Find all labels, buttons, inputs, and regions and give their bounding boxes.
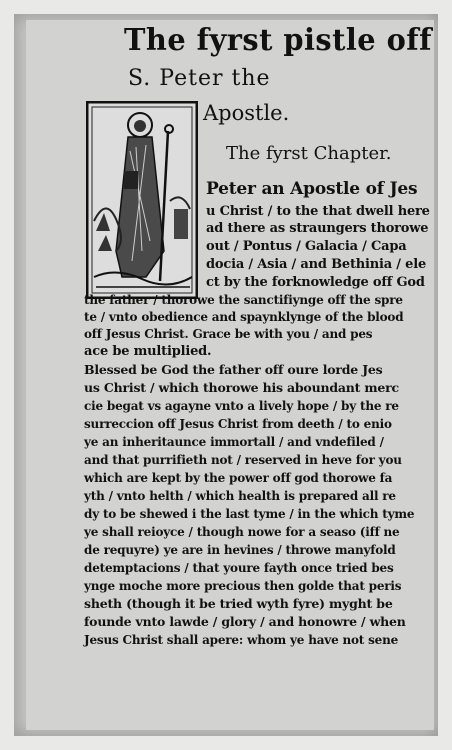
- text-line: Peter an Apostle of Jes: [206, 179, 418, 199]
- text-line: de requyre) ye are in hevines / throwe manyfold: [84, 543, 396, 557]
- text-line: ace be multiplied.: [84, 344, 212, 359]
- text-line: yth / vnto helth / which health is prepared all re: [84, 489, 396, 503]
- text-line: dy to be shewed i the last tyme / in the which tyme: [84, 507, 415, 521]
- text-line: te / vnto obedience and spaynklynge of the blood: [84, 310, 404, 324]
- text-line: ad there as straungers thorowe: [206, 221, 429, 236]
- text-line: docia / Asia / and Bethinia / ele: [206, 257, 427, 272]
- chapter-heading: The fyrst Chapter.: [226, 143, 392, 164]
- text-line: Blessed be God the father off oure lorde Jes: [84, 362, 383, 377]
- woodcut-saint-peter-icon: [86, 101, 198, 299]
- subtitle-line-2: Apostle.: [203, 101, 290, 125]
- text-line: ye an inheritaunce immortall / and vndefiled /: [84, 435, 384, 449]
- text-line: Jesus Christ shall apere: whom ye have not sene: [84, 633, 399, 647]
- text-line: ye shall reioyce / though nowe for a seaso (iff ne: [84, 525, 400, 539]
- text-line: founde vnto lawde / glory / and honowre / when: [84, 614, 406, 629]
- text-line: detemptacions / that youre fayth once tried bes: [84, 561, 394, 575]
- text-line: ynge moche more precious then golde that peris: [84, 579, 402, 593]
- text-line: us Christ / which thorowe his aboundant merc: [84, 380, 399, 395]
- text-line: ct by the forknowledge off God: [206, 275, 425, 290]
- text-line: surreccion off Jesus Christ from deeth / to enio: [84, 417, 392, 431]
- text-line: and that purrifieth not / reserved in heve for you: [84, 453, 402, 467]
- text-line: sheth (though it be tried wyth fyre) myght be: [84, 596, 393, 611]
- text-line: cie begat vs agayne vnto a lively hope / by the re: [84, 399, 399, 413]
- text-line: off Jesus Christ. Grace be with you / and pes: [84, 327, 373, 341]
- text-line: which are kept by the power off god thorowe fa: [84, 471, 393, 485]
- subtitle-line-1: S. Peter the: [128, 66, 271, 91]
- text-line: u Christ / to the that dwell here: [206, 204, 430, 219]
- page-title: The fyrst pistle off: [124, 23, 433, 58]
- text-line: out / Pontus / Galacia / Capa: [206, 239, 407, 254]
- text-line: the father / thorowe the sanctifiynge off the spre: [84, 293, 403, 307]
